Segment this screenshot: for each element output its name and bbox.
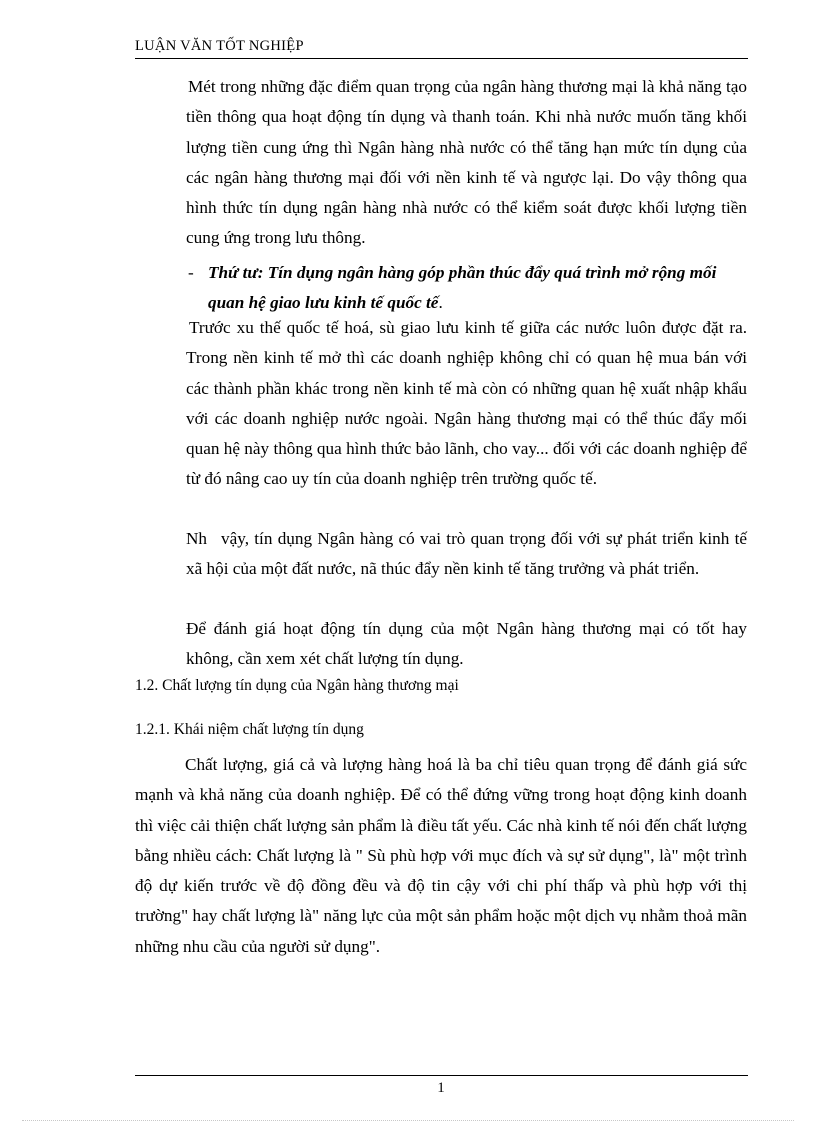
paragraph-conclusion-role [186, 524, 747, 585]
paragraph-money-creation: Mét trong những đặc điểm quan trọng của ngân hàng thương mại là khả năng tạo tiền thông qua hoạt động tín dụng và thanh toán. Khi nhà nước muốn tăng khối lượng tiền cung ứng thì Ngân hàng nhà nước có thể tăng hạn mức tín dụng của các ngân hàng thương mại đối với nền kinh tế và ngược lại. Do vậy thông qua hình thức tín dụng ngân hàng nhà nước có thể kiểm soát được khối lượng tiền cung ứng trong lưu thông. [186, 77, 747, 248]
header-divider [135, 58, 748, 59]
footer-divider [135, 1075, 748, 1076]
bullet-heading-text: Thứ tư: Tín dụng ngân hàng góp phần thúc đẩy quá trình mở rộng mối quan hệ giao lưu kinh tế quốc tế [208, 263, 717, 313]
paragraph-international-trade: Trước xu thế quốc tế hoá, sù giao lưu kinh tế giữa các nước luôn được đặt ra. Trong nền kinh tế mở thì các doanh nghiệp không chỉ có quan hệ mua bán với các thành phần khác trong nền kinh tế mà còn có những quan hệ xuất nhập khẩu với các doanh nghiệp nước ngoài. Ngân hàng thương mại có thể thúc đẩy mối quan hệ này thông qua hình thức bảo lãnh, cho vay... đối với các doanh nghiệp để từ đó nâng cao uy tín của doanh nghiệp trên trường quốc tế. [186, 318, 747, 489]
bullet-marker: - [188, 263, 194, 282]
page-number: 1 [437, 1080, 445, 1096]
section-heading-1-2-1: 1.2.1. Khái niệm chất lượng tín dụng [135, 721, 364, 738]
section-heading-1-2: 1.2. Chất lượng tín dụng của Ngân hàng thương mại [135, 677, 459, 694]
running-header-title: LUẬN VĂN TỐT NGHIỆP [135, 38, 304, 54]
paragraph-evaluation: Để đánh giá hoạt động tín dụng của một Ngân hàng thương mại có tốt hay không, cần xem xét chất lượng tín dụng. [186, 619, 747, 669]
paragraph-quality-definition: Chất lượng, giá cả và lượng hàng hoá là ba chỉ tiêu quan trọng để đánh giá sức mạnh và khả năng của doanh nghiệp. Để có thể đứng vững trong hoạt động kinh doanh thì việc cải thiện chất lượng sản phẩm là điều tất yếu. Các nhà kinh tế nói đến chất lượng bằng nhiều cách: Chất lượng là " Sù phù hợp với mục đích và sự sử dụng", là" một trình độ dự kiến trước về độ đồng đều và độ tin cậy với chi phí thấp và phù hợp với thị trường" hay chất lượng là" năng lực của một sản phẩm hoặc một dịch vụ nhằm thoả mãn những nhu cầu của người sử dụng". [135, 755, 747, 956]
bullet-heading-fourth-role [208, 258, 748, 319]
bullet-heading-period: . [438, 293, 443, 313]
page-bottom-border [22, 1120, 794, 1121]
paragraph-conclusion-start: Nh [186, 529, 208, 548]
paragraph-conclusion-rest: vậy, tín dụng Ngân hàng có vai trò quan trọng đối với sự phát triển kinh tế xã hội của một đất nước, nã thúc đẩy nền kinh tế tăng trưởng và phát triển. [186, 529, 747, 579]
